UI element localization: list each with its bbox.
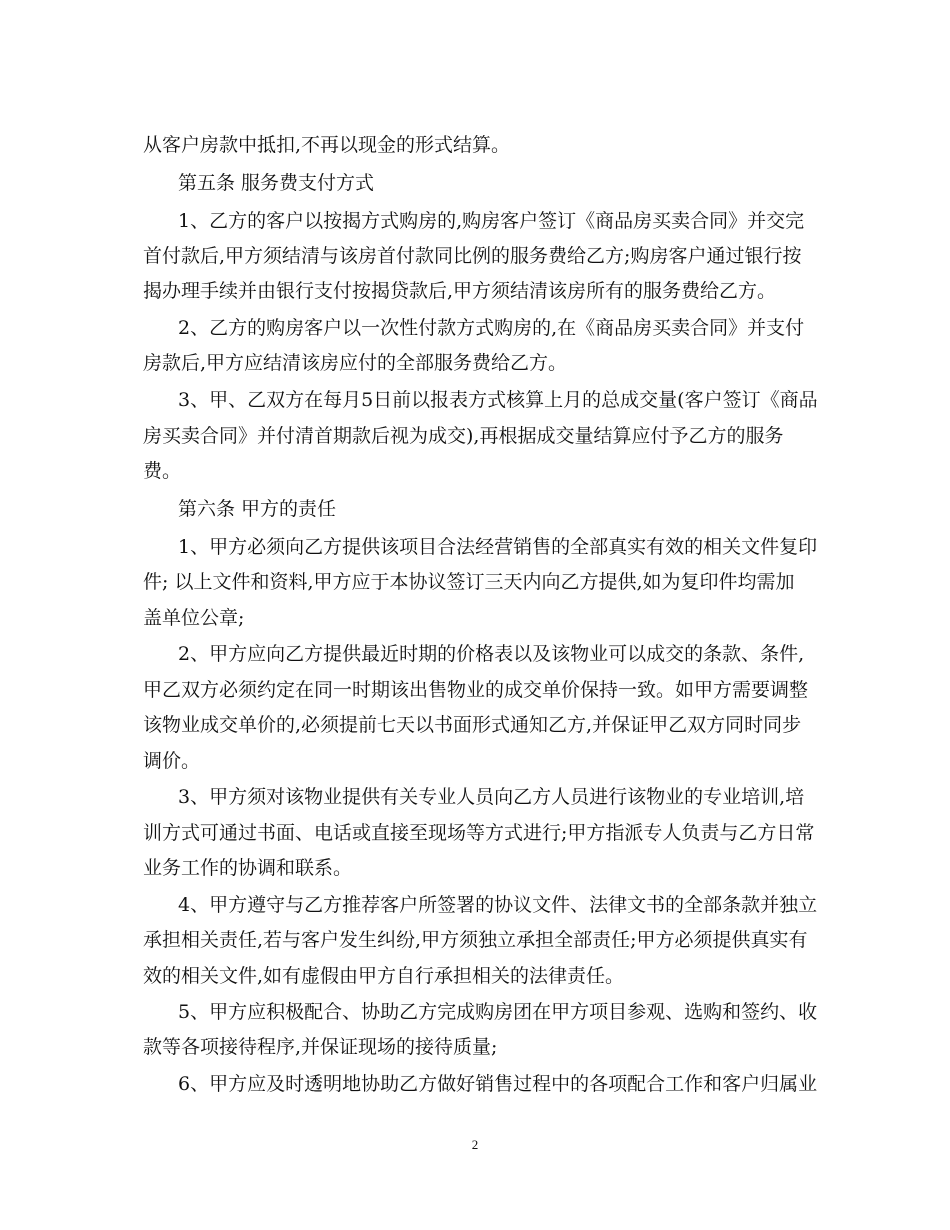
text-line: 6、甲方应及时透明地协助乙方做好销售过程中的各项配合工作和客户归属业 xyxy=(178,1073,818,1095)
text-line: 从客户房款中抵扣,不再以现金的形式结算。 xyxy=(143,134,511,156)
section-heading: 第六条 甲方的责任 xyxy=(178,498,337,520)
page-number: 2 xyxy=(471,1137,479,1152)
text-line: 2、乙方的购房客户以一次性付款方式购房的,在《商品房买卖合同》并支付 xyxy=(178,317,805,339)
text-line: 件; 以上文件和资料,甲方应于本协议签订三天内向乙方提供,如为复印件均需加 xyxy=(143,571,795,593)
text-line: 1、甲方必须向乙方提供该项目合法经营销售的全部真实有效的相关文件复印 xyxy=(178,536,818,558)
text-line: 甲乙双方必须约定在同一时期该出售物业的成交单价保持一致。如甲方需要调整 xyxy=(143,679,809,701)
text-line: 承担相关责任,若与客户发生纠纷,甲方须独立承担全部责任;甲方必须提供真实有 xyxy=(143,929,808,951)
text-line: 首付款后,甲方须结清与该房首付款同比例的服务费给乙方;购房客户通过银行按 xyxy=(143,245,802,267)
text-line: 该物业成交单价的,必须提前七天以书面形式通知乙方,并保证甲乙双方同时同步 xyxy=(143,714,802,736)
text-line: 房款后,甲方应结清该房应付的全部服务费给乙方。 xyxy=(143,352,568,374)
text-line: 款等各项接待程序,并保证现场的接待质量; xyxy=(143,1036,498,1058)
text-line: 调价。 xyxy=(143,750,201,772)
text-line: 5、甲方应积极配合、协助乙方完成购房团在甲方项目参观、选购和签约、收 xyxy=(178,1001,818,1023)
text-line: 业务工作的协调和联系。 xyxy=(143,857,353,879)
text-line: 盖单位公章; xyxy=(143,607,245,629)
text-line: 1、乙方的客户以按揭方式购房的,购房客户签订《商品房买卖合同》并交完 xyxy=(178,210,805,232)
text-line: 3、甲、乙双方在每月5日前以报表方式核算上月的总成交量(客户签订《商品 xyxy=(178,389,818,411)
text-line: 训方式可通过书面、电话或直接至现场等方式进行;甲方指派专人负责与乙方日常 xyxy=(143,822,815,844)
text-line: 2、甲方应向乙方提供最近时期的价格表以及该物业可以成交的条款、条件, xyxy=(178,643,805,665)
text-line: 效的相关文件,如有虚假由甲方自行承担相关的法律责任。 xyxy=(143,965,625,987)
text-line: 揭办理手续并由银行支付按揭贷款后,甲方须结清该房所有的服务费给乙方。 xyxy=(143,280,777,302)
text-line: 房买卖合同》并付清首期款后视为成交),再根据成交量结算应付予乙方的服务 xyxy=(143,425,784,447)
text-line: 4、甲方遵守与乙方推荐客户所签署的协议文件、法律文书的全部条款并独立 xyxy=(178,894,818,916)
text-line: 费。 xyxy=(143,460,182,482)
text-line: 3、甲方须对该物业提供有关专业人员向乙方人员进行该物业的专业培训,培 xyxy=(178,786,805,808)
section-heading: 第五条 服务费支付方式 xyxy=(178,172,375,194)
